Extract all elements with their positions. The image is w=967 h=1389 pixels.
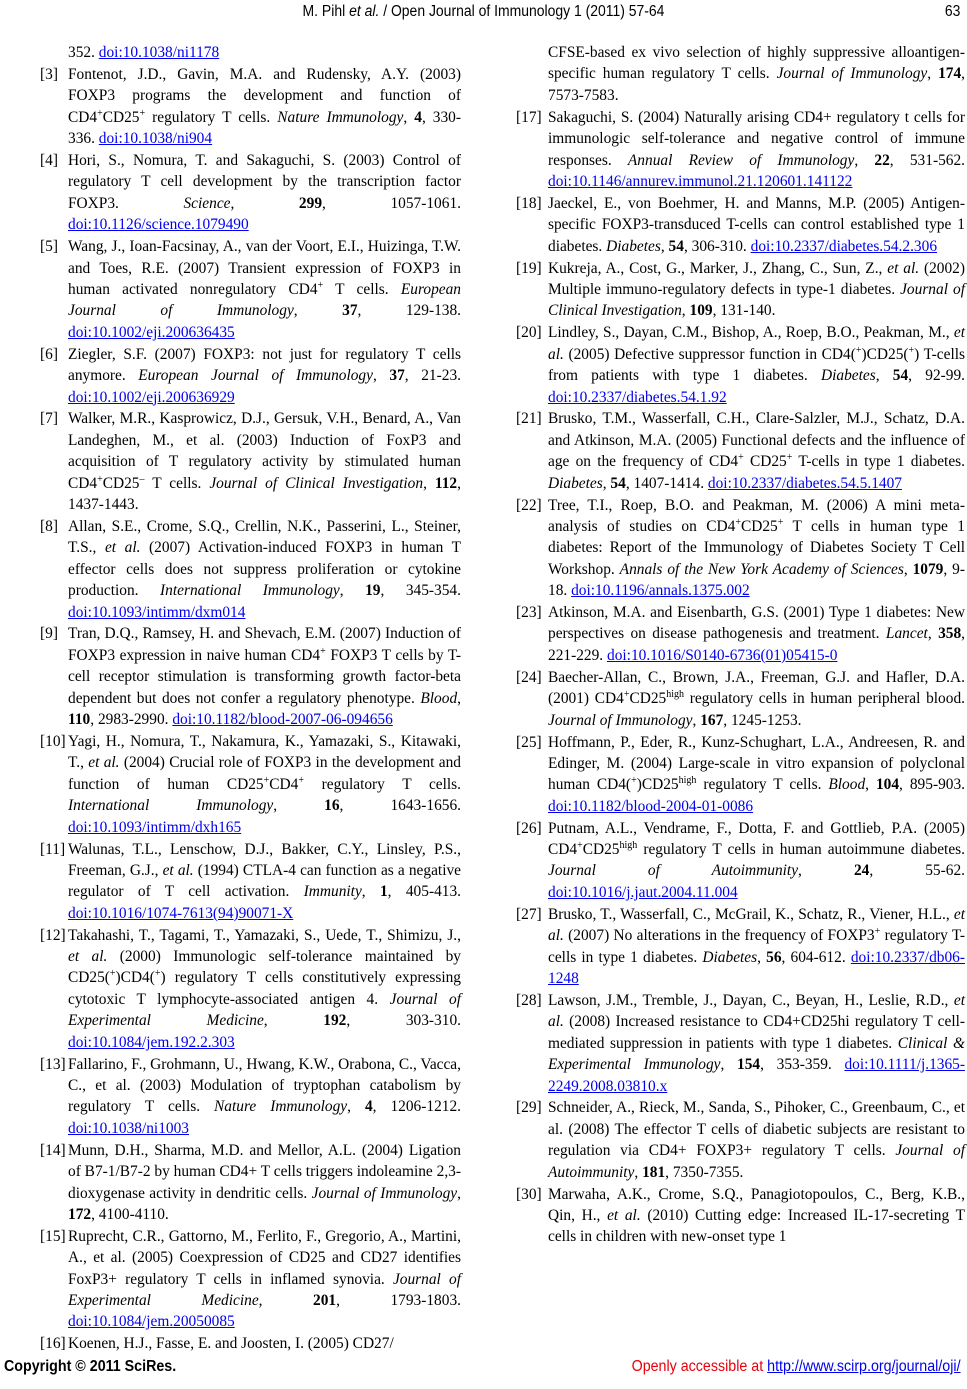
reference-text: FOXP3 T cells by T-cell receptor stimulation is transforming growth factor-beta dependent but does not confer a regulatory phenotype. — [68, 646, 462, 707]
reference-item — [516, 495, 966, 602]
reference-number: [23] — [516, 604, 542, 622]
reference-text: , 1643-1656. — [339, 797, 461, 815]
reference-item — [40, 731, 461, 838]
reference-text: , — [273, 797, 325, 815]
reference-item — [40, 516, 461, 623]
doi-link[interactable]: doi:10.1126/science.1079490 — [68, 216, 249, 234]
reference-item — [516, 107, 965, 193]
reference-item — [516, 667, 965, 731]
reference-italic: Annual Review of Immunology — [627, 151, 855, 169]
reference-volume: 112 — [434, 474, 458, 492]
reference-volume: 54 — [610, 474, 626, 492]
reference-volume: 299 — [298, 194, 323, 212]
doi-link[interactable]: doi:10.1016/S0140-6736(01)05415-0 — [607, 646, 838, 664]
reference-text: , 303-310. — [346, 1012, 461, 1030]
reference-italic: et al. — [162, 861, 194, 879]
reference-text: , — [903, 560, 913, 578]
superscript: high — [678, 775, 697, 787]
reference-number: [17] — [516, 108, 542, 126]
reference-text: Hori, S., Nomura, T. and Sakaguchi, S. (2003) Control of regulatory T cell development by the transcription factor FOXP3. — [68, 152, 461, 212]
superscript: + — [623, 689, 630, 701]
reference-text: )CD4( — [115, 969, 155, 987]
reference-text: Fallarino, F., Grohmann, U., Hwang, K.W., Orabona, C., Vacca, C., et al. (2003) Modulation of tryptophan catabolism by regulatory T cells. — [68, 1055, 461, 1116]
superscript: + — [577, 839, 583, 851]
superscript: + — [97, 473, 103, 485]
reference-text: (2004) Crucial role of FOXP3 in the development and function of human CD25 — [68, 754, 461, 793]
reference-number: [4] — [40, 152, 58, 170]
reference-text: , — [293, 302, 343, 320]
reference-text: CD4 — [269, 775, 299, 793]
reference-text: , 1245-1253. — [723, 711, 802, 729]
superscript: + — [874, 926, 881, 938]
doi-link[interactable]: doi:10.1093/intimm/dxh165 — [68, 818, 242, 836]
reference-italic: Immunity — [303, 883, 362, 901]
reference-text: Schneider, A., Rieck, M., Sanda, S., Pihoker, C., Greenbaum, C., et al. (2008) The effector T cells of diabetic subjects are resistant to regulation via CD4+ FOXP3+ regulatory T cells. — [548, 1099, 965, 1160]
reference-text: ) T-cells from patients with type 1 diabetes. — [548, 345, 965, 385]
reference-italic: Nature Immunology — [277, 108, 404, 126]
reference-text: Sakaguchi, S. (2004) Naturally arising CD4+ regulatory t cells for immunologic self-tolerance and negative control of immune responses. — [548, 108, 965, 169]
reference-text: , 531-562. — [889, 151, 965, 169]
reference-text: , 4100-4110. — [91, 1205, 169, 1223]
reference-item — [530, 42, 965, 106]
reference-text: Putnam, A.L., Vendrame, F., Dotta, F. and Gottlieb, P.A. (2005) CD4 — [548, 819, 965, 859]
reference-text: , — [927, 625, 939, 643]
reference-text: , — [457, 1184, 461, 1202]
reference-italic: Nature Immunology — [214, 1098, 348, 1116]
reference-text: T cells. — [323, 280, 401, 298]
reference-text: , 9-18. — [548, 560, 965, 600]
reference-italic: Journal of Autoimmunity — [548, 1142, 965, 1181]
reference-item — [40, 1054, 461, 1140]
reference-text: Walunas, T.L., Lenschow, D.J., Bakker, C.Y., Linsley, P.S., Freeman, G.J., — [68, 840, 461, 879]
reference-text: Koenen, H.J., Fasse, E. and Joosten, I. (2005) CD27/ — [68, 1335, 394, 1353]
reference-text: T cells. — [144, 474, 210, 492]
reference-italic: et al. — [548, 324, 965, 363]
reference-item — [40, 1226, 461, 1333]
reference-volume: 37 — [342, 302, 358, 320]
superscript: + — [109, 968, 116, 980]
running-title — [48, 3, 918, 21]
reference-text: , 7573-7583. — [548, 65, 966, 104]
reference-italic: Diabetes — [702, 948, 758, 966]
reference-italic: Annals of the New York Academy of Sciences — [619, 560, 904, 578]
reference-italic: European Journal of Immunology — [138, 367, 373, 385]
superscript: high — [666, 689, 685, 701]
reference-text: Fontenot, J.D., Gavin, M.A. and Rudensky, A.Y. (2003) FOXP3 programs the development and function of CD4 — [68, 65, 461, 126]
reference-text: , 895-903. — [899, 776, 965, 794]
reference-italic: et al. — [548, 905, 965, 945]
reference-text: (1994) CTLA-4 can function as a negative regulator of T cell activation. — [68, 861, 461, 901]
superscript: + — [97, 107, 103, 119]
reference-text: CD25 — [102, 474, 140, 492]
superscript: + — [786, 452, 793, 464]
reference-number: [22] — [516, 496, 542, 514]
doi-link[interactable]: doi:10.1038/ni1178 — [98, 44, 220, 61]
superscript: high — [619, 839, 638, 851]
reference-text: (2007) Activation-induced FOXP3 in human T effector cells does not suppress proliferation or cytokine production. — [68, 539, 461, 600]
superscript: + — [154, 968, 161, 980]
superscript: + — [263, 774, 270, 786]
reference-italic: Journal of Clinical Investigation — [548, 280, 965, 320]
reference-text: , 1206-1212. — [372, 1098, 462, 1116]
reference-number: [27] — [516, 905, 542, 923]
reference-volume: 19 — [365, 582, 381, 600]
reference-item — [40, 839, 461, 925]
reference-volume: 358 — [938, 625, 962, 643]
title-authors: M. Pihl — [302, 3, 350, 20]
reference-text: , — [875, 367, 893, 385]
reference-text: , — [361, 883, 380, 901]
superscript: + — [631, 775, 637, 787]
reference-text: CD25 — [102, 108, 140, 126]
reference-italic: Journal of Immunology — [548, 711, 693, 729]
reference-volume: 24 — [853, 862, 870, 880]
reference-italic: International Immunology — [68, 797, 274, 815]
reference-number: [5] — [40, 238, 58, 256]
reference-text: , — [372, 367, 390, 385]
reference-number: [7] — [40, 410, 58, 428]
reference-item — [40, 64, 461, 150]
reference-volume: 4 — [414, 108, 422, 126]
doi-link[interactable]: doi:10.2337/diabetes.54.2.306 — [750, 237, 938, 255]
reference-item — [40, 1140, 461, 1226]
reference-number: [28] — [516, 991, 542, 1009]
reference-text: , 405-413. — [387, 883, 461, 901]
reference-text: , 306-310. — [683, 237, 751, 255]
reference-text: , — [757, 948, 767, 966]
reference-text: , — [692, 711, 701, 729]
doi-link[interactable]: doi:10.1093/intimm/dxm014 — [68, 603, 246, 621]
reference-text: CD25 — [743, 453, 787, 471]
reference-item — [516, 1184, 965, 1248]
reference-text: Wang, J., Ioan-Facsinay, A., van der Voort, E.I., Huizinga, T.W. and Toes, R.E. (2007) Transient expression of FOXP3 in human activated nonregulatory CD4 — [68, 238, 461, 298]
reference-volume: 1079 — [912, 560, 944, 578]
reference-text: (2008) Increased resistance to CD4+CD25hi regulatory T cell-mediated suppression in patients with type 1 diabetes. — [548, 1013, 965, 1052]
reference-number: [29] — [516, 1099, 542, 1117]
reference-italic: et al. — [68, 948, 108, 966]
reference-text: CD25 — [629, 690, 667, 708]
reference-item — [516, 602, 966, 666]
superscript: + — [908, 344, 915, 356]
doi-link[interactable]: doi:10.2337/diabetes.54.5.1407 — [707, 474, 902, 492]
open-access-label: Openly accessible at — [632, 1358, 768, 1375]
reference-text: Yagi, H., Nomura, T., Nakamura, K., Yamazaki, S., Kitawaki, T., — [68, 733, 461, 772]
reference-item — [516, 904, 965, 990]
reference-number: [11] — [40, 840, 66, 858]
reference-text: , — [720, 1056, 738, 1074]
reference-text: (2002) Multiple immuno-regulatory defects in type-1 diabetes. — [548, 259, 966, 298]
superscript: + — [777, 516, 784, 528]
running-header — [0, 0, 967, 24]
reference-text: , 330-336. — [68, 108, 461, 148]
reference-italic: Blood — [420, 689, 458, 707]
doi-link[interactable]: doi:10.1002/eji.200636929 — [68, 388, 235, 406]
reference-volume: 54 — [668, 237, 684, 255]
doi-link[interactable]: doi:10.1038/ni904 — [98, 130, 213, 148]
doi-link[interactable]: doi:10.1002/eji.200636435 — [68, 323, 235, 341]
reference-item — [40, 623, 461, 730]
superscript: – — [139, 473, 145, 485]
reference-text: , 1437-1443. — [68, 474, 461, 514]
reference-italic: et al. — [887, 259, 920, 277]
reference-italic: Science — [183, 194, 231, 212]
doi-link[interactable]: doi:10.1016/j.jaut.2004.11.004 — [548, 883, 738, 901]
reference-italic: Journal of Experimental Medicine — [68, 990, 461, 1030]
reference-italic: Journal of Immunology — [311, 1184, 458, 1202]
reference-text: , 345-354. — [380, 582, 461, 600]
reference-text: , — [634, 1163, 643, 1181]
reference-text: , — [263, 1012, 324, 1030]
doi-link[interactable]: doi:10.1196/annals.1375.002 — [571, 582, 750, 600]
reference-number: [16] — [40, 1335, 66, 1353]
reference-number: [20] — [516, 324, 542, 342]
reference-text: Lawson, J.M., Tremble, J., Dayan, C., Beyan, H., Leslie, R.D., — [548, 991, 954, 1009]
reference-italic: Diabetes — [606, 237, 661, 255]
superscript: + — [139, 107, 146, 119]
reference-number: [21] — [516, 410, 542, 428]
reference-number: [9] — [40, 625, 58, 643]
reference-italic: Blood — [828, 776, 866, 794]
reference-volume: 154 — [737, 1056, 761, 1074]
reference-text: , — [602, 474, 611, 492]
reference-text: , 55-62. — [869, 862, 965, 880]
superscript: + — [317, 279, 324, 291]
reference-text: regulatory cells in human peripheral blood. — [684, 690, 965, 708]
title-journal: / Open Journal of Immunology 1 (2011) 57-64 — [379, 3, 665, 20]
reference-item — [516, 818, 965, 904]
superscript: + — [298, 774, 304, 786]
reference-item — [40, 236, 461, 343]
reference-text: Marwaha, A.K., Crome, S.Q., Panagiotopoulos, C., Berg, K.B., Qin, H., — [548, 1185, 965, 1224]
reference-text: Takahashi, T., Tagami, T., Yamazaki, S., Uede, T., Shimizu, J., — [68, 926, 461, 944]
reference-italic: Journal of Experimental Medicine — [68, 1270, 461, 1310]
reference-italic: Diabetes — [820, 367, 876, 385]
reference-italic: et al. — [548, 991, 965, 1031]
reference-text: (2007) No alterations in the frequency of FOXP3 — [563, 927, 875, 945]
reference-text: Lindley, S., Dayan, C.M., Bishop, A., Roep, B.O., Peakman, M., — [548, 324, 954, 342]
reference-text: , — [865, 776, 876, 794]
reference-text: ) regulatory T cells constitutively expressing cytotoxic T lymphocyte-associated antigen 4. — [68, 969, 461, 1008]
reference-item — [516, 990, 965, 1097]
reference-item — [516, 732, 965, 818]
reference-text: , — [798, 862, 854, 880]
reference-text: , — [339, 582, 366, 600]
title-et-al: et al. — [349, 3, 380, 20]
reference-text: 352. — [68, 44, 99, 61]
reference-text: (2000) Immunologic self-tolerance maintained by CD25( — [68, 948, 461, 987]
superscript: + — [738, 452, 744, 464]
reference-text: , — [258, 1292, 314, 1310]
reference-text: regulatory T cells. — [304, 775, 462, 793]
reference-volume: 192 — [323, 1012, 347, 1030]
reference-volume: 104 — [875, 776, 900, 794]
reference-number: [10] — [40, 733, 66, 750]
reference-text: Brusko, T.M., Wasserfall, C.H., Clare-Salzler, M.J., Schatz, D.A. and Atkinson, M.A. (2005) Functional defects and the influence of age on the frequency of CD4 — [548, 410, 965, 471]
reference-text: , 221-229. — [548, 625, 966, 664]
reference-number: [6] — [40, 345, 58, 363]
reference-italic: et al. — [607, 1206, 641, 1224]
reference-item — [516, 408, 965, 494]
reference-italic: International Immunology — [160, 582, 340, 600]
reference-text: , — [457, 689, 461, 707]
reference-volume: 172 — [68, 1205, 92, 1223]
reference-italic: Journal of Immunology — [776, 65, 928, 83]
reference-text: Ruprecht, C.R., Gattorno, M., Ferlito, F., Gregorio, A., Martini, A., et al. (2005) Coexpression of CD25 and CD27 identifies FoxP3+ regulatory T cells in inflamed synovia. — [68, 1227, 461, 1288]
reference-volume: 110 — [68, 711, 91, 729]
reference-text: , — [681, 302, 690, 320]
reference-volume: 56 — [766, 948, 782, 966]
page-number: 63 — [944, 3, 961, 20]
reference-text: , 21-23. — [404, 367, 461, 385]
reference-text: Tree, T.I., Roep, B.O. and Peakman, M. (2006) A mini meta-analysis of studies on CD4 — [548, 496, 965, 535]
copyright: Copyright © 2011 SciRes. — [4, 1358, 177, 1375]
reference-volume: 16 — [324, 797, 340, 815]
reference-italic: Journal of Autoimmunity — [548, 862, 799, 880]
reference-volume: 109 — [689, 302, 713, 320]
reference-text: Walker, M.R., Kasprowicz, D.J., Gersuk, V.H., Benard, A., Van Landeghen, M., et al. (2003) Induction of FoxP3 and acquisition of T regulatory activity by stimulated human CD4 — [68, 410, 461, 492]
reference-item — [40, 1333, 461, 1354]
reference-volume: 22 — [874, 151, 890, 169]
doi-link[interactable]: doi:10.1111/j.1365-2249.2008.03810.x — [548, 1056, 965, 1095]
reference-text: Brusko, T., Wasserfall, C., McGrail, K., Schatz, R., Viener, H.L., — [548, 905, 954, 923]
doi-link[interactable]: doi:10.1084/jem.192.2.303 — [68, 1033, 235, 1051]
reference-text: regulatory T cells in human autoimmune diabetes. — [637, 841, 965, 859]
reference-text: , 1793-1803. — [336, 1292, 461, 1310]
reference-text: , 353-359. — [760, 1056, 845, 1074]
reference-volume: 1 — [379, 883, 388, 901]
reference-text: Kukreja, A., Cost, G., Marker, J., Zhang, C., Sun, Z., — [548, 259, 888, 277]
superscript: + — [855, 344, 862, 356]
reference-text: (2010) Cutting edge: Increased IL-17-secreting T cells in children with new-onset type 1 — [548, 1206, 965, 1246]
reference-item — [516, 258, 966, 322]
doi-link[interactable]: doi:10.1182/blood-2007-06-094656 — [172, 711, 393, 729]
reference-text: , 131-140. — [712, 302, 776, 320]
reference-italic: Journal of Clinical Investigation — [209, 474, 424, 492]
reference-italic: Lancet — [885, 625, 928, 643]
reference-number: [18] — [516, 194, 542, 212]
reference-italic: et al. — [104, 539, 141, 557]
open-access-notice — [632, 1358, 961, 1376]
reference-item — [40, 42, 461, 63]
reference-item — [516, 322, 966, 408]
superscript: + — [320, 645, 326, 657]
reference-text: , 2983-2990. — [90, 711, 173, 729]
doi-link[interactable]: doi:10.1146/annurev.immunol.21.120601.141122 — [548, 172, 853, 190]
reference-text: Jaeckel, E., von Boehmer, H. and Manns, M.P. (2005) Antigen-specific FOXP3-transduced T-cells can control established type 1 diabetes. — [548, 194, 965, 255]
reference-number: [15] — [40, 1227, 66, 1245]
reference-text: )CD25 — [636, 776, 679, 794]
reference-text: regulatory T cells. — [145, 108, 278, 126]
reference-number: [14] — [40, 1141, 66, 1159]
reference-text: , — [854, 151, 875, 169]
reference-text: (2005) Defective suppressor function in CD4( — [563, 345, 856, 363]
superscript: + — [735, 516, 741, 528]
page-footer — [0, 1353, 967, 1383]
reference-number: [30] — [516, 1185, 542, 1203]
reference-number: [12] — [40, 926, 66, 944]
reference-text: , 1407-1414. — [625, 474, 708, 492]
reference-text: Munn, D.H., Sharma, M.D. and Mellor, A.L. (2004) Ligation of B7-1/B7-2 by human CD4+ T cells triggers indoleamine 2,3-dioxygenase activity in dendritic cells. — [68, 1141, 461, 1202]
reference-text: , — [927, 65, 939, 83]
reference-text: , 1057-1061. — [322, 194, 461, 212]
reference-volume: 201 — [313, 1292, 337, 1310]
reference-number: [19] — [516, 259, 542, 277]
reference-number: [8] — [40, 517, 58, 535]
doi-link[interactable]: doi:10.1038/ni1003 — [68, 1119, 189, 1137]
reference-text: , 92-99. — [908, 367, 966, 385]
reference-number: [24] — [516, 668, 542, 686]
doi-link[interactable]: doi:10.1182/blood-2004-01-0086 — [548, 797, 754, 815]
reference-number: [3] — [40, 65, 58, 83]
references-right-column — [516, 42, 966, 1322]
reference-text: T cells in human type 1 diabetes: Report of the Immunology of Diabetes Society T Cell Workshop. — [548, 517, 966, 578]
reference-number: [25] — [516, 733, 542, 751]
reference-text: , 7350-7355. — [665, 1163, 744, 1181]
reference-text: , 129-138. — [357, 302, 462, 320]
reference-item — [516, 193, 965, 257]
reference-text: T-cells in type 1 diabetes. — [792, 453, 965, 471]
reference-italic: Diabetes — [548, 474, 603, 492]
reference-text: , — [423, 474, 435, 492]
reference-text: , — [230, 194, 299, 212]
reference-item — [40, 150, 461, 236]
reference-item — [40, 408, 461, 515]
reference-text: , 604-612. — [781, 948, 851, 966]
reference-text: )CD25( — [861, 345, 909, 363]
reference-item — [40, 344, 461, 408]
reference-text: Ziegler, S.F. (2007) FOXP3: not just for regulatory T cells anymore. — [68, 345, 461, 385]
reference-text: regulatory T cells. — [696, 776, 829, 794]
reference-volume: 167 — [700, 711, 724, 729]
reference-italic: European Journal of Immunology — [68, 280, 461, 320]
reference-volume: 174 — [938, 65, 962, 83]
reference-volume: 37 — [389, 367, 405, 385]
reference-text: CFSE-based ex vivo selection of highly suppressive alloantigen-specific human regulatory T cells. — [548, 44, 965, 83]
reference-volume: 54 — [892, 367, 909, 385]
doi-link[interactable]: doi:10.1016/1074-7613(94)90071-X — [68, 904, 294, 922]
reference-item — [516, 1097, 965, 1183]
reference-italic: Clinical & Experimental Immunology — [548, 1034, 965, 1074]
journal-url-link[interactable]: http://www.scirp.org/journal/oji/ — [767, 1358, 961, 1375]
reference-text: CD25 — [740, 517, 778, 535]
doi-link[interactable]: doi:10.1084/jem.20050085 — [68, 1313, 235, 1331]
reference-text: regulatory T-cells in type 1 diabetes. — [548, 927, 965, 966]
reference-volume: 4 — [364, 1098, 373, 1116]
reference-text: , — [347, 1098, 365, 1116]
reference-text: , — [403, 108, 415, 126]
reference-text: , — [660, 237, 669, 255]
reference-text: Atkinson, M.A. and Eisenbarth, G.S. (2001) Type 1 diabetes: New perspectives on disease pathogenesis and treatment. — [548, 604, 965, 643]
reference-italic: et al. — [88, 754, 120, 772]
reference-item — [40, 925, 461, 1053]
reference-text: Tran, D.Q., Ramsey, H. and Shevach, E.M. (2007) Induction of FOXP3 expression in naive human CD4 — [68, 625, 461, 664]
reference-text: Allan, S.E., Crome, S.Q., Crellin, N.K., Passerini, L., Steiner, T.S., — [68, 517, 461, 557]
references-left-column — [40, 42, 462, 1353]
reference-number: [13] — [40, 1055, 66, 1073]
reference-text: Baecher-Allan, C., Brown, J.A., Freeman, G.J. and Hafler, D.A. (2001) CD4 — [548, 668, 965, 708]
doi-link[interactable]: doi:10.2337/diabetes.54.1.92 — [548, 388, 727, 406]
reference-text: Hoffmann, P., Eder, R., Kunz-Schughart, L.A., Andreesen, R. and Edinger, M. (2004) Large-scale in vitro expansion of polyclonal human CD4( — [548, 733, 965, 794]
reference-number: [26] — [516, 819, 542, 837]
doi-link[interactable]: doi:10.2337/db06-1248 — [548, 948, 965, 987]
reference-text: CD25 — [582, 841, 620, 859]
reference-volume: 181 — [642, 1163, 666, 1181]
